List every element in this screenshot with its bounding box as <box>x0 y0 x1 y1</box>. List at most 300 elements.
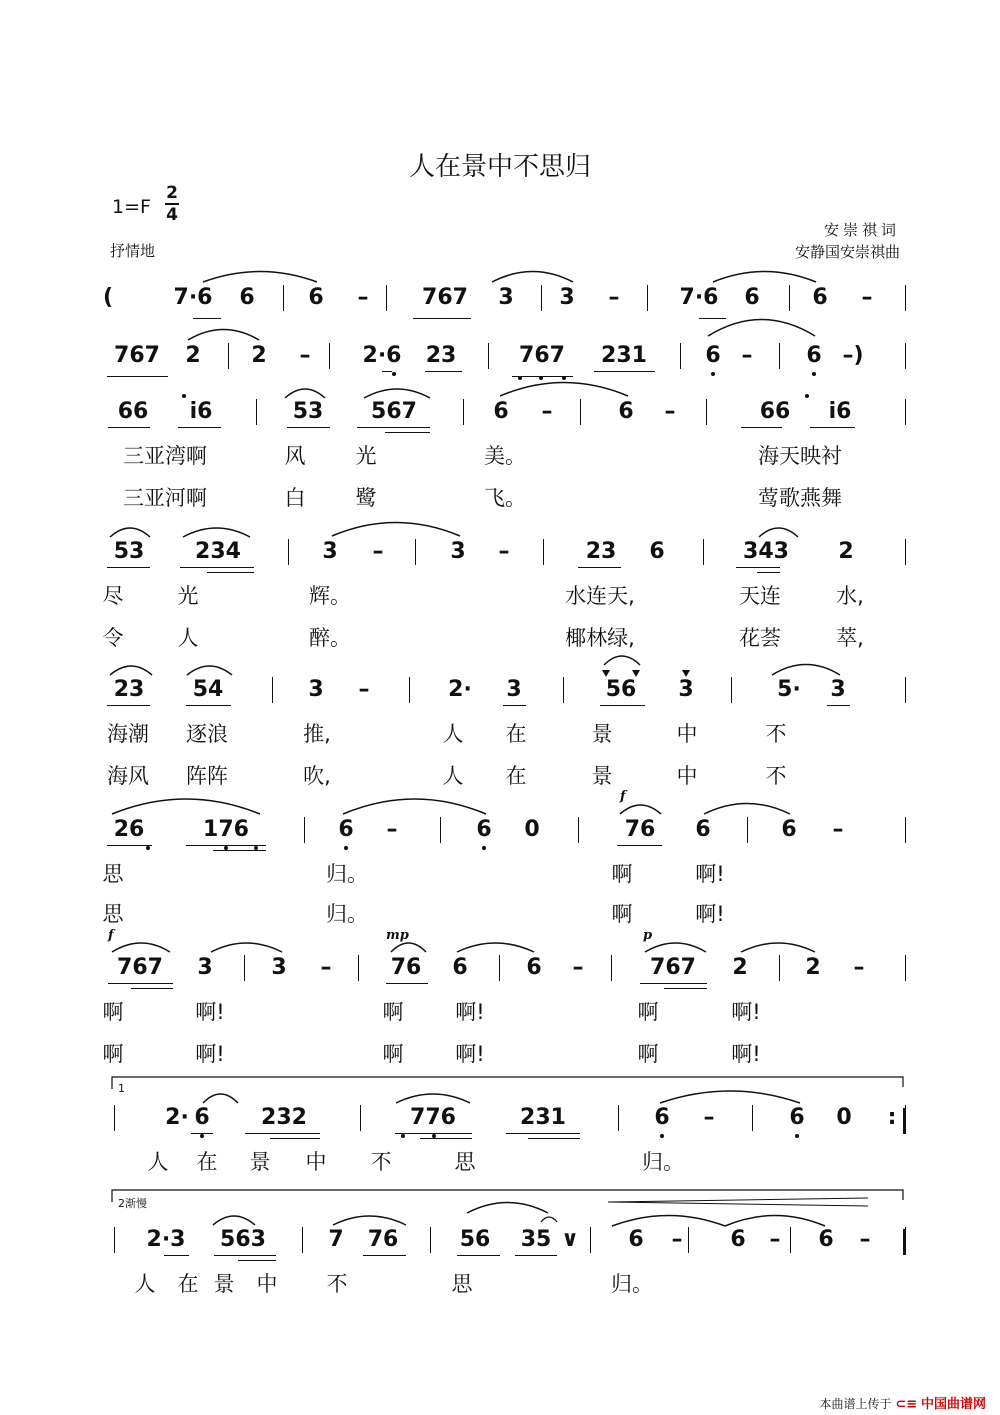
bar-line <box>618 1105 619 1131</box>
octave-dot <box>482 846 486 850</box>
note-group: 3 <box>830 677 846 702</box>
accent-mark <box>682 670 690 677</box>
lyric-line-1: 思 <box>102 862 124 886</box>
slur <box>110 666 152 675</box>
octave-dot <box>562 376 566 380</box>
bar-line <box>703 539 704 565</box>
note-group: – <box>572 955 584 980</box>
lyric-line-2: 啊! <box>695 902 725 926</box>
underline <box>180 567 254 568</box>
dynamic-mp: mp <box>386 928 409 943</box>
bar-line <box>386 285 387 311</box>
bar-line <box>440 817 441 843</box>
lyricist-credit: 安崇祺词 <box>823 221 900 239</box>
underline <box>245 1133 320 1134</box>
slur <box>492 272 573 283</box>
slur <box>772 665 840 676</box>
lyric-line-1: 啊! <box>695 862 725 886</box>
bar-line <box>114 1227 115 1253</box>
bar-line <box>256 399 257 425</box>
note-group: 56 <box>459 1227 491 1252</box>
slur <box>604 656 640 665</box>
lyric-line-1: 美。 <box>484 444 526 468</box>
note-group: – <box>372 539 384 564</box>
underline <box>107 705 150 706</box>
underline <box>385 432 430 433</box>
slur <box>645 943 706 952</box>
lyric-line-1: 归。 <box>642 1150 684 1174</box>
note-group: 3 <box>322 539 338 564</box>
bar-line <box>415 539 416 565</box>
lyric-line-2: 思 <box>102 902 124 926</box>
note-group: – <box>541 399 553 424</box>
bar-line <box>731 677 732 703</box>
lyric-line-2: 三亚河啊 <box>123 486 207 510</box>
lyric-line-1: 啊! <box>731 1000 761 1024</box>
octave-dot <box>539 376 543 380</box>
underline <box>108 983 173 984</box>
note-group: 767 <box>519 343 565 368</box>
lyric-line-1: 景 <box>249 1150 271 1174</box>
bar-line <box>463 399 464 425</box>
note-group: 6 <box>239 285 255 310</box>
note-group: 2 <box>838 539 854 564</box>
bar-line <box>747 817 748 843</box>
note-group: 6 <box>628 1227 644 1252</box>
lyric-line-1: 风 <box>284 444 306 468</box>
bar-line <box>488 343 489 369</box>
lyric-line-1: 在 <box>505 722 527 746</box>
note-group: 2· <box>165 1105 189 1130</box>
note-group: 76 <box>390 955 422 980</box>
underline <box>600 705 645 706</box>
underline <box>357 427 430 428</box>
note-group: – <box>358 677 370 702</box>
note-group: 6 <box>695 817 711 842</box>
lyric-line-2: 啊! <box>731 1042 761 1066</box>
lyric-line-2: 令 <box>102 626 124 650</box>
lyric-line-2: 啊 <box>102 1042 124 1066</box>
note-group: 6 <box>812 285 828 310</box>
note-group: 3 <box>559 285 575 310</box>
octave-dot <box>224 846 228 850</box>
lyric-line-1: 三亚湾啊 <box>123 444 207 468</box>
octave-dot <box>795 1134 799 1138</box>
composer-credit: 安静国安崇祺曲 <box>794 243 900 261</box>
note-group: –) <box>842 343 864 368</box>
underline <box>594 371 655 372</box>
bar-line <box>905 677 906 703</box>
note-group: 6 <box>818 1227 834 1252</box>
underline <box>425 371 462 372</box>
lyric-line-2: 人 <box>177 626 199 650</box>
note-group: 66 <box>117 399 149 424</box>
underline <box>578 567 621 568</box>
slur <box>759 528 798 537</box>
octave-dot <box>200 1134 204 1138</box>
lyric-line-1: 尽 <box>102 584 124 608</box>
note-group: 767 <box>650 955 696 980</box>
underline <box>270 1138 320 1139</box>
tempo-marking: 抒情地 <box>110 242 156 260</box>
slur <box>612 1216 725 1227</box>
slur <box>396 1094 470 1103</box>
lyric-line-2: 啊 <box>611 902 633 926</box>
note-group: 0 <box>836 1105 852 1130</box>
lyric-line-1: 中 <box>305 1150 327 1174</box>
underline <box>741 427 782 428</box>
bar-line <box>680 343 681 369</box>
underline <box>193 318 221 319</box>
bar-line <box>499 955 500 981</box>
lyric-line-2: 归。 <box>326 902 368 926</box>
underline <box>382 371 392 372</box>
octave-dot <box>182 394 186 398</box>
underline <box>164 1255 189 1256</box>
note-group: 7·6 <box>679 285 719 310</box>
ending-2-label: 2渐慢 <box>118 1197 147 1210</box>
lyric-line-1: 归。 <box>611 1272 653 1296</box>
bar-line <box>647 285 648 311</box>
slur <box>203 272 317 283</box>
slur <box>343 799 486 814</box>
footer <box>820 1393 986 1412</box>
bar-line <box>430 1227 431 1253</box>
slur <box>187 666 232 675</box>
lyric-line-2: 醉。 <box>309 626 351 650</box>
note-group: – <box>664 399 676 424</box>
slur <box>708 320 815 337</box>
lyric-line-1: 海潮 <box>107 722 149 746</box>
note-group: 3 <box>308 677 324 702</box>
note-group: 6 <box>789 1105 805 1130</box>
underline <box>214 1255 276 1256</box>
note-group: 7·6 <box>173 285 213 310</box>
note-group: 3 <box>271 955 287 980</box>
lyric-line-1: 思 <box>451 1272 473 1296</box>
volta-bracket <box>112 1077 903 1089</box>
note-group: – <box>861 285 873 310</box>
octave-dot <box>146 846 150 850</box>
lyric-line-1: 不 <box>765 722 787 746</box>
bar-line <box>905 539 906 565</box>
note-group: 2· <box>448 677 472 702</box>
note-group: 23 <box>425 343 457 368</box>
underline <box>108 427 150 428</box>
note-group: 76 <box>367 1227 399 1252</box>
footer-text: 本曲谱上传于 <box>819 1397 892 1411</box>
bar-line <box>905 399 906 425</box>
lyric-line-1: 中 <box>676 722 698 746</box>
lyric-line-2: 海风 <box>107 764 149 788</box>
note-group: 6 <box>618 399 634 424</box>
underline <box>664 988 707 989</box>
note-group: 54 <box>192 677 224 702</box>
lyric-line-2: 白 <box>284 486 306 510</box>
page-title: 人在景中不思归 <box>408 152 591 182</box>
note-group: 6 <box>806 343 822 368</box>
note-group: ∨ <box>561 1227 579 1252</box>
underline <box>238 1260 276 1261</box>
bar-line <box>114 1105 115 1131</box>
lyric-line-2: 不 <box>765 764 787 788</box>
lyric-line-2: 吹, <box>303 764 331 788</box>
underline <box>757 572 780 573</box>
underline <box>287 427 330 428</box>
note-group: – <box>859 1227 871 1252</box>
octave-dot <box>392 372 396 376</box>
lyric-line-2: 莺歌燕舞 <box>758 486 842 510</box>
note-group: – <box>703 1105 715 1130</box>
lyric-line-1: 天连 <box>739 584 781 608</box>
note-group: – <box>832 817 844 842</box>
note-group: 26 <box>113 817 145 842</box>
lyric-line-1: 景 <box>591 722 613 746</box>
lyric-line-1: 人 <box>147 1150 169 1174</box>
lyric-line-1: 逐浪 <box>186 722 228 746</box>
lyric-line-2: 中 <box>676 764 698 788</box>
note-group: 3 <box>498 285 514 310</box>
slur <box>457 943 534 952</box>
note-group: 3 <box>197 955 213 980</box>
bar-line <box>288 539 289 565</box>
underline <box>640 983 707 984</box>
underline <box>810 427 855 428</box>
bar-line <box>329 343 330 369</box>
lyric-line-1: 推, <box>303 722 331 746</box>
bar-line <box>688 1227 689 1253</box>
note-group: 3 <box>506 677 522 702</box>
note-group: 6 <box>705 343 721 368</box>
octave-dot <box>805 394 809 398</box>
octave-dot <box>660 1134 664 1138</box>
note-group: 2 <box>185 343 201 368</box>
underline <box>503 705 526 706</box>
underline <box>457 1255 500 1256</box>
note-group: 5· <box>777 677 801 702</box>
lyric-line-1: 水连天, <box>565 584 635 608</box>
bar-line <box>752 1105 753 1131</box>
note-group: 232 <box>261 1105 307 1130</box>
note-group: 35 <box>520 1227 552 1252</box>
note-group: 176 <box>203 817 249 842</box>
lyric-line-1: 在 <box>196 1150 218 1174</box>
note-group: – <box>608 285 620 310</box>
lyric-line-2: 花荟 <box>739 626 781 650</box>
note-group: 6 <box>744 285 760 310</box>
slur <box>110 528 150 537</box>
bar-line <box>790 1227 791 1253</box>
note-group: 2 <box>805 955 821 980</box>
slur <box>203 1094 238 1103</box>
octave-dot <box>254 846 258 850</box>
lyric-line-1: 不 <box>326 1272 348 1296</box>
lyric-line-1: 在 <box>177 1272 199 1296</box>
bar-line <box>590 1227 591 1253</box>
underline <box>827 705 850 706</box>
lyric-line-1: 思 <box>454 1150 476 1174</box>
note-group: 23 <box>585 539 617 564</box>
note-group: ( <box>102 285 114 310</box>
note-group: 66 <box>759 399 791 424</box>
bar-line <box>905 343 906 369</box>
lyric-line-2: 阵阵 <box>186 764 228 788</box>
slur <box>213 1216 255 1225</box>
note-group: 234 <box>195 539 241 564</box>
note-group: 6 <box>452 955 468 980</box>
slur <box>188 330 259 341</box>
time-sig-top: 2 <box>166 183 178 203</box>
slur <box>620 805 661 814</box>
bar-line <box>272 677 273 703</box>
bar-line <box>905 955 906 981</box>
underline <box>699 318 726 319</box>
note-group: 567 <box>371 399 417 424</box>
bar-line <box>789 285 790 311</box>
bar-line <box>611 955 612 981</box>
octave-dot <box>401 1134 405 1138</box>
slur <box>364 389 430 398</box>
underline <box>515 1255 557 1256</box>
note-group: – <box>671 1227 683 1252</box>
underline <box>207 572 254 573</box>
slur <box>660 1091 800 1103</box>
bar-line <box>580 399 581 425</box>
underline <box>386 983 428 984</box>
lyric-line-1: 辉。 <box>309 584 351 608</box>
note-group: 3 <box>450 539 466 564</box>
note-group: 23 <box>113 677 145 702</box>
note-group: 0 <box>524 817 540 842</box>
octave-dot <box>518 376 522 380</box>
lyric-line-1: 光 <box>355 444 377 468</box>
lyric-line-1: 海天映衬 <box>758 444 842 468</box>
note-group: – <box>498 539 510 564</box>
note-group: 53 <box>113 539 145 564</box>
bar-line <box>779 955 780 981</box>
underline <box>506 1133 580 1134</box>
dynamic-p: p <box>643 928 653 943</box>
bar-line <box>283 285 284 311</box>
lyric-line-1: 啊 <box>611 862 633 886</box>
note-group: 6 <box>781 817 797 842</box>
underline <box>413 318 471 319</box>
accent-mark <box>602 670 610 677</box>
time-sig-bottom: 4 <box>166 205 178 225</box>
accent-mark <box>632 670 640 677</box>
bar-line <box>541 285 542 311</box>
note-group: 6 <box>730 1227 746 1252</box>
bar-line <box>905 285 906 311</box>
lyric-line-1: 啊 <box>102 1000 124 1024</box>
fermata <box>541 1217 557 1222</box>
note-group: 6 <box>493 399 509 424</box>
dynamic-f: f <box>108 928 114 943</box>
underline <box>617 845 662 846</box>
note-group: – <box>769 1227 781 1252</box>
note-group: i6 <box>189 399 213 424</box>
octave-dot <box>812 372 816 376</box>
note-group: 6 <box>194 1105 210 1130</box>
bar-line <box>905 817 906 843</box>
note-group: 776 <box>410 1105 456 1130</box>
lyric-line-2: 啊 <box>637 1042 659 1066</box>
note-group: – <box>299 343 311 368</box>
note-group: 53 <box>292 399 324 424</box>
underline <box>186 705 231 706</box>
underline <box>107 845 152 846</box>
octave-dot <box>711 372 715 376</box>
note-group: – <box>386 817 398 842</box>
slur <box>391 943 426 952</box>
lyric-line-2: 椰林绿, <box>565 626 635 650</box>
lyric-line-1: 人 <box>442 722 464 746</box>
underline <box>528 1138 580 1139</box>
dynamic-f: f <box>620 789 626 804</box>
lyric-line-1: 水, <box>836 584 864 608</box>
slur <box>183 528 250 537</box>
note-group: 6 <box>308 285 324 310</box>
lyric-line-2: 啊! <box>195 1042 225 1066</box>
bar-line <box>779 343 780 369</box>
lyric-line-2: 在 <box>505 764 527 788</box>
lyric-line-2: 啊! <box>455 1042 485 1066</box>
volta-bracket <box>112 1190 903 1202</box>
note-group: 2·3 <box>146 1227 186 1252</box>
lyric-line-1: 啊 <box>382 1000 404 1024</box>
underline <box>736 567 780 568</box>
ending-1-label: 1 <box>118 1082 125 1095</box>
slur <box>467 1203 548 1214</box>
slur <box>211 943 282 952</box>
underline <box>363 1255 406 1256</box>
note-group: 767 <box>114 343 160 368</box>
underline <box>178 427 221 428</box>
bar-line <box>543 539 544 565</box>
decrescendo-hairpin <box>608 1202 868 1206</box>
note-group: 6 <box>476 817 492 842</box>
bar-line <box>302 1227 303 1253</box>
bar-line <box>304 817 305 843</box>
lyric-line-2: 景 <box>591 764 613 788</box>
key-signature: 1=F <box>112 196 151 218</box>
bar-line <box>358 955 359 981</box>
lyric-line-1: 景 <box>213 1272 235 1296</box>
lyric-line-1: 啊 <box>637 1000 659 1024</box>
bar-line <box>578 817 579 843</box>
slur <box>741 943 815 952</box>
note-group: 6 <box>654 1105 670 1130</box>
lyric-line-2: 飞。 <box>484 486 526 510</box>
lyric-line-2: 鹭 <box>355 486 377 510</box>
underline <box>420 1138 472 1139</box>
note-group: 56 <box>605 677 637 702</box>
slur <box>500 383 628 397</box>
note-group: – <box>853 955 865 980</box>
slur <box>112 943 170 952</box>
note-group: i6 <box>828 399 852 424</box>
note-group: 76 <box>624 817 656 842</box>
note-group: 7 <box>328 1227 344 1252</box>
bar-line <box>228 343 229 369</box>
note-group: 6 <box>649 539 665 564</box>
slur <box>725 1216 825 1227</box>
underline <box>107 376 168 377</box>
decrescendo-hairpin <box>608 1198 868 1202</box>
site-logo: ⊂≡ <box>895 1397 918 1412</box>
lyric-line-1: 人 <box>134 1272 156 1296</box>
bar-line <box>244 955 245 981</box>
